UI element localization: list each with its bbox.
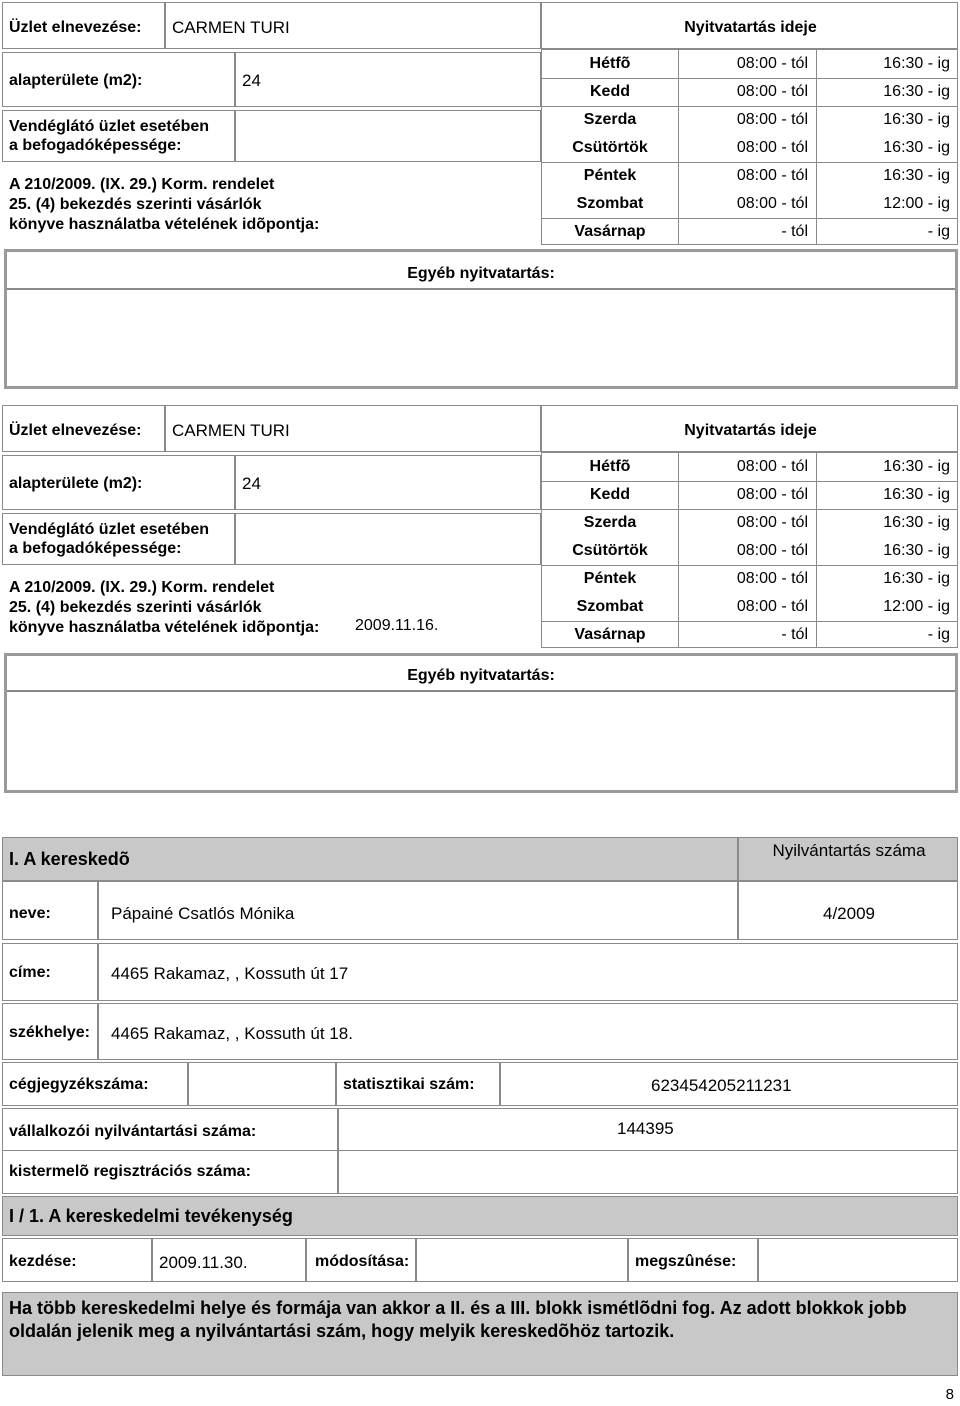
hours-to: 16:30 - ig <box>883 542 950 559</box>
page-number: 8 <box>945 1386 954 1403</box>
stat-label: statisztikai szám: <box>343 1076 475 1093</box>
hours-row <box>542 218 957 246</box>
start-date-cell <box>152 1238 306 1282</box>
decree-label-1: A 210/2009. (IX. 29.) Korm. rendelet <box>9 579 275 596</box>
hours-from: 08:00 - tól <box>736 598 808 615</box>
seat-label: székhelye: <box>9 1024 90 1041</box>
farmer-label-cell <box>2 1150 338 1194</box>
hours-day: Szerda <box>583 111 637 128</box>
name-cell <box>98 881 738 940</box>
capacity-cell <box>235 110 541 162</box>
trader-address: 4465 Rakamaz, , Kossuth út 17 <box>111 964 349 983</box>
farmer-number-cell <box>338 1150 958 1194</box>
hours-from: 08:00 - tól <box>736 195 808 212</box>
capacity-label-cell <box>2 513 235 565</box>
registry-number: 4/2009 <box>823 904 875 923</box>
stat-number: 623454205211231 <box>651 1076 792 1095</box>
name-label: neve: <box>9 905 51 922</box>
hours-to: - ig <box>927 626 950 643</box>
shop-name-label-cell <box>2 2 165 49</box>
entrepreneur-number: 144395 <box>617 1119 674 1138</box>
decree-cell <box>2 568 541 650</box>
opening-header-cell <box>541 405 958 452</box>
end-date-cell <box>758 1238 958 1282</box>
area-value: 24 <box>242 474 261 493</box>
hours-day: Hétfõ <box>589 55 631 72</box>
hours-to: 16:30 - ig <box>883 167 950 184</box>
registry-header-cell <box>738 837 958 881</box>
trader-name: Pápainé Csatlós Mónika <box>111 904 295 923</box>
hours-from: 08:00 - tól <box>736 111 808 128</box>
hours-from: - tól <box>781 223 808 240</box>
hours-row <box>542 190 957 218</box>
decree-label-2: 25. (4) bekezdés szerinti vásárlók <box>9 599 262 616</box>
area-label-cell <box>2 52 235 107</box>
hours-day: Csütörtök <box>572 542 648 559</box>
hours-to: 16:30 - ig <box>883 570 950 587</box>
opening-header: Nyitvatartás ideje <box>684 422 817 439</box>
modify-date-cell <box>416 1238 628 1282</box>
hours-row <box>542 106 957 134</box>
hours-row <box>542 78 957 106</box>
opening-hours-table <box>541 452 958 648</box>
hours-from: - tól <box>781 626 808 643</box>
hours-day: Kedd <box>590 83 630 100</box>
hours-to: 16:30 - ig <box>883 514 950 531</box>
address-cell <box>98 943 958 1001</box>
shop-name-label: Üzlet elnevezése: <box>9 422 142 439</box>
company-reg-label: cégjegyzékszáma: <box>9 1076 149 1093</box>
end-label-cell <box>628 1238 758 1282</box>
activity-title-cell <box>2 1196 958 1236</box>
registry-number-cell <box>738 881 958 940</box>
decree-label-3: könyve használatba vételének idõpontja: <box>9 216 320 233</box>
hours-to: 16:30 - ig <box>883 55 950 72</box>
capacity-label-2: a befogadóképessége: <box>9 137 182 154</box>
end-label: megszûnése: <box>635 1253 737 1270</box>
stat-number-cell <box>500 1062 958 1106</box>
stat-label-cell <box>336 1062 500 1106</box>
area-label: alapterülete (m2): <box>9 475 143 492</box>
hours-to: - ig <box>927 223 950 240</box>
hours-to: 16:30 - ig <box>883 111 950 128</box>
hours-day: Péntek <box>583 167 637 184</box>
farmer-label: kistermelõ regisztrációs száma: <box>9 1163 251 1180</box>
hours-row <box>542 509 957 537</box>
seat-cell <box>98 1003 958 1060</box>
hours-row <box>542 162 957 190</box>
hours-from: 08:00 - tól <box>736 542 808 559</box>
hours-day: Hétfõ <box>589 458 631 475</box>
hours-day: Kedd <box>590 486 630 503</box>
capacity-label-2: a befogadóképessége: <box>9 540 182 557</box>
hours-to: 16:30 - ig <box>883 83 950 100</box>
company-reg-label-cell <box>2 1062 188 1106</box>
start-label: kezdése: <box>9 1253 77 1270</box>
shop-name-cell <box>165 2 541 49</box>
other-hours-box <box>4 249 958 389</box>
seat-label-cell <box>2 1003 98 1060</box>
company-reg-cell <box>188 1062 336 1106</box>
modify-label: módosítása: <box>315 1253 410 1270</box>
note-text: Ha több kereskedelmi helye és formája van akkor a II. és a III. blokk ismétlõdni fog. Az adott blokkok jobb oldalán jelenik meg a nyilvántartási szám, hogy melyik kereskedõhöz tartozik. <box>9 1298 907 1341</box>
hours-to: 12:00 - ig <box>883 598 950 615</box>
hours-day: Szerda <box>583 514 637 531</box>
hours-row <box>542 565 957 593</box>
hours-row <box>542 134 957 162</box>
hours-row <box>542 593 957 621</box>
entrepreneur-label-cell <box>2 1108 338 1152</box>
hours-day: Vasárnap <box>574 626 646 643</box>
decree-label-2: 25. (4) bekezdés szerinti vásárlók <box>9 196 262 213</box>
hours-from: 08:00 - tól <box>736 570 808 587</box>
hours-from: 08:00 - tól <box>736 514 808 531</box>
trader-title-cell <box>2 837 738 881</box>
decree-label-3: könyve használatba vételének idõpontja: <box>9 619 320 636</box>
modify-label-cell <box>306 1238 416 1282</box>
area-cell <box>235 52 541 107</box>
capacity-label-1: Vendéglátó üzlet esetében <box>9 521 210 538</box>
area-cell <box>235 455 541 510</box>
trader-seat: 4465 Rakamaz, , Kossuth út 18. <box>111 1024 353 1043</box>
hours-from: 08:00 - tól <box>736 486 808 503</box>
hours-to: 12:00 - ig <box>883 195 950 212</box>
other-hours-label: Egyéb nyitvatartás: <box>407 265 555 282</box>
decree-date: 2009.11.16. <box>355 617 439 634</box>
start-date: 2009.11.30. <box>159 1253 248 1272</box>
shop-name: CARMEN TURI <box>172 421 290 440</box>
hours-to: 16:30 - ig <box>883 139 950 156</box>
note-box <box>2 1292 958 1376</box>
opening-header-cell <box>541 2 958 49</box>
area-label: alapterülete (m2): <box>9 72 143 89</box>
area-value: 24 <box>242 71 261 90</box>
hours-day: Szombat <box>576 195 644 212</box>
shop-name: CARMEN TURI <box>172 18 290 37</box>
registry-header: Nyilvántartás száma <box>772 841 926 860</box>
hours-row <box>542 537 957 565</box>
shop-name-label-cell <box>2 405 165 452</box>
area-label-cell <box>2 455 235 510</box>
hours-row <box>542 50 957 78</box>
shop-name-cell <box>165 405 541 452</box>
hours-day: Péntek <box>583 570 637 587</box>
decree-label-1: A 210/2009. (IX. 29.) Korm. rendelet <box>9 176 275 193</box>
address-label: címe: <box>9 964 51 981</box>
entrepreneur-number-cell <box>338 1108 958 1152</box>
hours-from: 08:00 - tól <box>736 167 808 184</box>
opening-hours-table <box>541 49 958 245</box>
hours-to: 16:30 - ig <box>883 486 950 503</box>
other-hours-box <box>4 653 958 793</box>
name-label-cell <box>2 881 98 940</box>
hours-from: 08:00 - tól <box>736 83 808 100</box>
activity-title: I / 1. A kereskedelmi tevékenység <box>9 1206 293 1226</box>
hours-from: 08:00 - tól <box>736 458 808 475</box>
opening-header: Nyitvatartás ideje <box>684 19 817 36</box>
hours-day: Szombat <box>576 598 644 615</box>
address-label-cell <box>2 943 98 1001</box>
other-hours-label: Egyéb nyitvatartás: <box>407 667 555 684</box>
hours-day: Vasárnap <box>574 223 646 240</box>
shop-name-label: Üzlet elnevezése: <box>9 19 142 36</box>
capacity-label-cell <box>2 110 235 162</box>
hours-day: Csütörtök <box>572 139 648 156</box>
hours-row <box>542 481 957 509</box>
start-label-cell <box>2 1238 152 1282</box>
capacity-cell <box>235 513 541 565</box>
hours-to: 16:30 - ig <box>883 458 950 475</box>
entrepreneur-label: vállalkozói nyilvántartási száma: <box>9 1123 257 1140</box>
trader-title: I. A kereskedõ <box>9 849 130 869</box>
decree-cell <box>2 165 541 247</box>
hours-from: 08:00 - tól <box>736 139 808 156</box>
hours-row <box>542 453 957 481</box>
capacity-label-1: Vendéglátó üzlet esetében <box>9 118 210 135</box>
hours-from: 08:00 - tól <box>736 55 808 72</box>
hours-row <box>542 621 957 649</box>
